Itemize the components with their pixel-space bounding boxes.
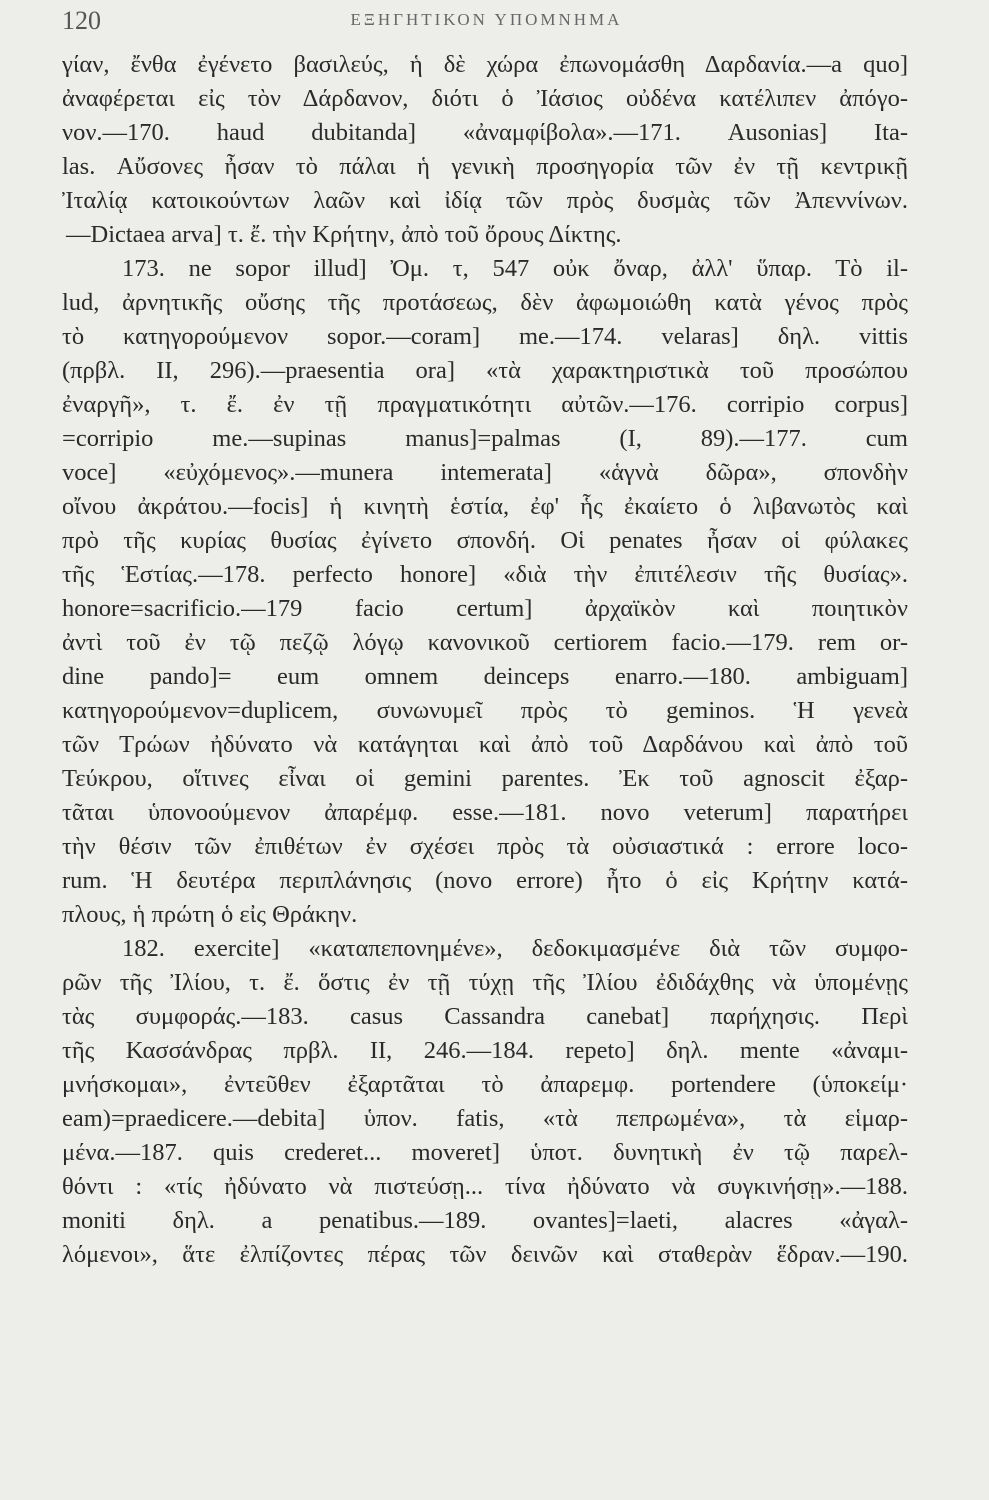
text-line: 173. ne sopor illud] Ὀμ. τ, 547 οὐκ ὄναρ, ἀλλ' ὕπαρ. Τὸ il-	[122, 255, 908, 282]
commentary-text	[62, 48, 908, 1272]
text-line: =corripio me.—supinas manus]=palmas (I, 89).—177. cum	[62, 425, 908, 452]
text-line: Τεύκρου, οἵτινες εἶναι οἱ gemini parentes. Ἐκ τοῦ agnoscit ἐξαρ-	[62, 765, 908, 792]
text-line: τῶν Τρώων ἠδύνατο νὰ κατάγηται καὶ ἀπὸ τοῦ Δαρδάνου καὶ ἀπὸ τοῦ	[62, 731, 908, 758]
text-line: —Dictaea arva] τ. ἔ. τὴν Κρήτην, ἀπὸ τοῦ ὄρους Δίκτης.	[66, 221, 622, 248]
text-line: τὸ κατηγορούμενον sopor.—coram] me.—174. velaras] δηλ. vittis	[62, 323, 908, 350]
text-line: ἐναργῆ», τ. ἔ. ἐν τῇ πραγματικότητι αὐτῶν.—176. corripio corpus]	[62, 391, 908, 418]
text-line: ἀντὶ τοῦ ἐν τῷ πεζῷ λόγῳ κανονικοῦ certiorem facio.—179. rem or-	[62, 629, 908, 656]
text-line: τῆς Κασσάνδρας πρβλ. II, 246.—184. repeto] δηλ. mente «ἀναμι-	[62, 1037, 908, 1064]
text-line: θόντι : «τίς ἠδύνατο νὰ πιστεύσῃ... τίνα ἠδύνατο νὰ συγκινήσῃ».—188.	[62, 1173, 908, 1200]
text-line: moniti δηλ. a penatibus.—189. ovantes]=laeti, alacres «ἀγαλ-	[62, 1207, 908, 1234]
running-title: ΕΞΗΓΗΤΙΚΟΝ ΥΠΟΜΝΗΜΑ	[350, 10, 623, 29]
text-line: οἴνου ἀκράτου.—focis] ἡ κινητὴ ἑστία, ἐφ' ἧς ἐκαίετο ὁ λιβανωτὸς καὶ	[62, 493, 908, 520]
text-line: ρῶν τῆς Ἰλίου, τ. ἔ. ὅστις ἐν τῇ τύχῃ τῆς Ἰλίου ἐδιδάχθης νὰ ὑπομένῃς	[62, 969, 908, 996]
text-line: μένα.—187. quis crederet... moveret] ὑποτ. δυνητικὴ ἐν τῷ παρελ-	[62, 1139, 908, 1166]
text-line: πλους, ἡ πρώτη ὁ εἰς Θράκην.	[62, 901, 358, 928]
text-line: τὰς συμφοράς.—183. casus Cassandra canebat] παρήχησις. Περὶ	[62, 1003, 908, 1030]
text-line: (πρβλ. II, 296).—praesentia ora] «τὰ χαρακτηριστικὰ τοῦ προσώπου	[62, 357, 908, 384]
text-line: τῆς Ἑστίας.—178. perfecto honore] «διὰ τὴν ἐπιτέλεσιν τῆς θυσίας».	[62, 561, 908, 588]
text-line: dine pando]= eum omnem deinceps enarro.—180. ambiguam]	[62, 663, 908, 690]
text-line: rum. Ἡ δευτέρα περιπλάνησις (novo errore) ἦτο ὁ εἰς Κρήτην κατά-	[62, 867, 908, 894]
text-line: ἀναφέρεται εἰς τὸν Δάρδανον, διότι ὁ Ἰάσιος οὐδένα κατέλιπεν ἀπόγο-	[62, 85, 908, 112]
text-line: eam)=praedicere.—debita] ὑπον. fatis, «τὰ πεπρωμένα», τὰ εἱμαρ-	[62, 1105, 908, 1132]
text-line: 182. exercite] «καταπεπονημένε», δεδοκιμασμένε διὰ τῶν συμφο-	[122, 935, 908, 962]
text-line: honore=sacrificio.—179 facio certum] ἀρχαϊκὸν καὶ ποιητικὸν	[62, 595, 908, 622]
text-line: κατηγορούμενον=duplicem, συνωνυμεῖ πρὸς τὸ geminos. Ἡ γενεὰ	[62, 697, 908, 724]
text-line: λόμενοι», ἅτε ἐλπίζοντες πέρας τῶν δεινῶν καὶ σταθερὰν ἕδραν.—190.	[62, 1241, 908, 1268]
text-line: lud, ἀρνητικῆς οὔσης τῆς προτάσεως, δὲν ἀφωμοιώθη κατὰ γένος πρὸς	[62, 289, 908, 316]
text-line: πρὸ τῆς κυρίας θυσίας ἐγίνετο σπονδή. Οἱ penates ἦσαν οἱ φύλακες	[62, 527, 908, 554]
page-number: 120	[62, 6, 101, 35]
text-line: γίαν, ἔνθα ἐγένετο βασιλεύς, ἡ δὲ χώρα ἐπωνομάσθη Δαρδανία.—a quo]	[62, 51, 908, 78]
text-line: Ἰταλίᾳ κατοικούντων λαῶν καὶ ἰδίᾳ τῶν πρὸς δυσμὰς τῶν Ἀπεννίνων.	[62, 187, 908, 214]
text-line: voce] «εὐχόμενος».—munera intemerata] «ἁγνὰ δῶρα», σπονδὴν	[62, 459, 908, 486]
text-line: las. Αὔσονες ἦσαν τὸ πάλαι ἡ γενικὴ προσηγορία τῶν ἐν τῇ κεντρικῇ	[62, 153, 908, 180]
page-header	[62, 6, 911, 36]
text-line: νον.—170. haud dubitanda] «ἀναμφίβολα».—171. Ausonias] Ita-	[62, 119, 908, 146]
text-line: τᾶται ὑπονοούμενον ἀπαρέμφ. esse.—181. novo veterum] παρατήρει	[62, 799, 908, 826]
text-line: μνήσκομαι», ἐντεῦθεν ἐξαρτᾶται τὸ ἀπαρεμφ. portendere (ὑποκείμ·	[62, 1071, 908, 1098]
text-line: τὴν θέσιν τῶν ἐπιθέτων ἐν σχέσει πρὸς τὰ οὐσιαστικά : errore loco-	[62, 833, 908, 860]
